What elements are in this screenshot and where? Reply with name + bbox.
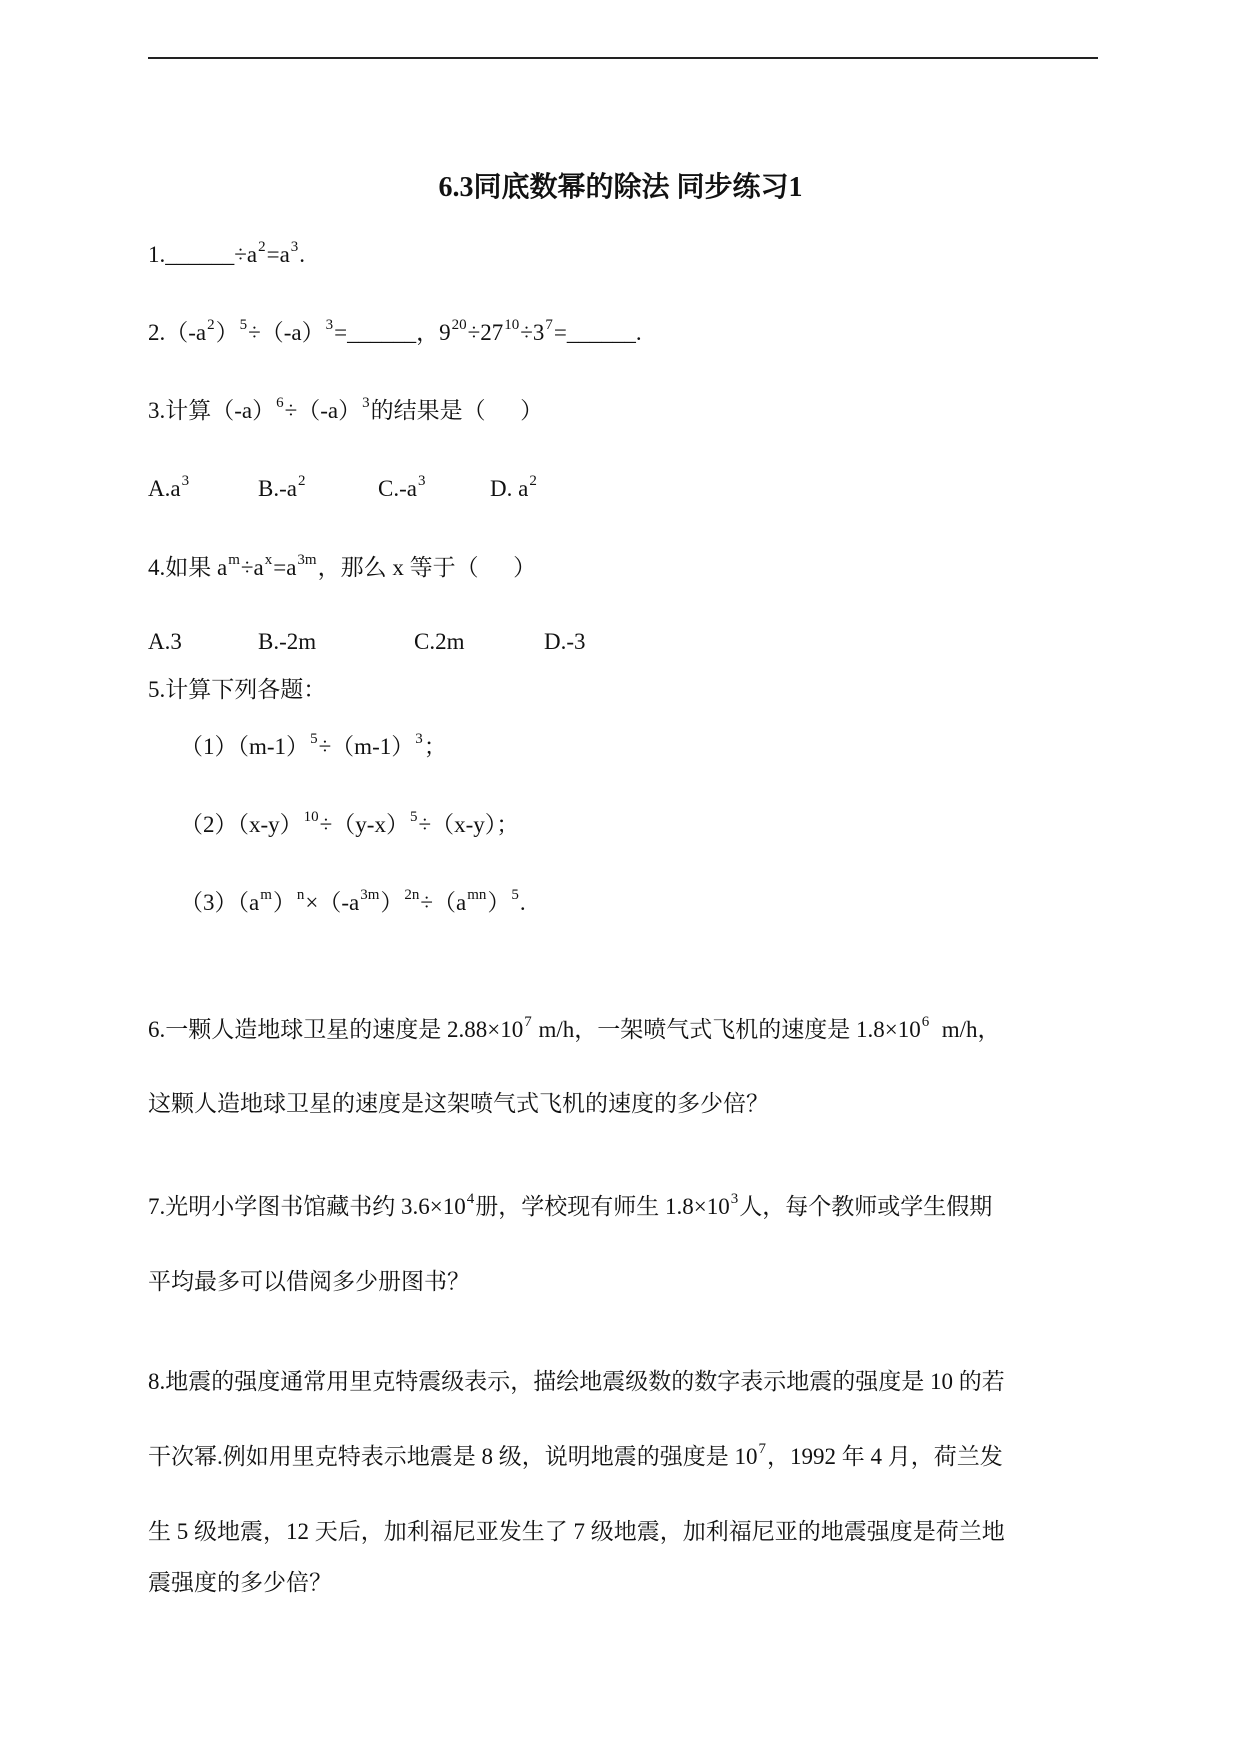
question-7-line-2: 平均最多可以借阅多少册图书？ (148, 1269, 470, 1294)
question-4: 4.如果 $a^m\div a^x=a^{3m}$，那么 x 等于（ ） (148, 552, 537, 580)
question-8-line-4: 震强度的多少倍？ (148, 1570, 332, 1595)
option-c: $C.-a^3$ (378, 473, 426, 501)
header-rule (148, 57, 1098, 59)
option-b: $B.-a^2$ (258, 473, 306, 501)
question-6-line-2: 这颗人造地球卫星的速度是这架喷气式飞机的速度的多少倍？ (148, 1091, 769, 1116)
question-5-part-1: $(1)(m-1)^5\div(m-1)^3$； (180, 731, 447, 759)
question-6-line-1: 6.一颗人造地球卫星的速度是 $2.88\times 10^7$ m/h，一架喷气式飞机的速度是 $1.8\times 10^6$ m/h， (148, 1014, 1001, 1042)
option-b: B.-2m (258, 629, 317, 654)
question-8-line-3: 生 5 级地震，12 天后，加利福尼亚发生了 7 级地震，加利福尼亚的地震强度是荷兰地 (148, 1519, 1005, 1544)
question-8-line-2: 干次幂.例如用里克特表示地震是 8 级，说明地震的强度是 $10^7$，1992 年 4 月，荷兰发 (148, 1441, 1003, 1469)
question-2: $2.(-a^2)^5\div(-a)^3=\_\_\_\_\_\_$，$9^{20}\div 27^{10}\div 3^7=\_\_\_\_\_\_$. (148, 317, 642, 345)
question-1: $1.\_\_\_\_\_\_\div a^2=a^3$. (148, 239, 306, 267)
question-7-line-1: 7.光明小学图书馆藏书约 $3.6\times 10^4$册，学校现有师生 $1.8\times 10^3$人，每个教师或学生假期 (148, 1191, 993, 1219)
question-4-options (148, 627, 586, 657)
option-d: D.-3 (544, 629, 586, 654)
option-a: A.3 (148, 629, 182, 654)
question-5-stem: 5.计算下列各题： (148, 677, 327, 702)
page-title: 6.3同底数幂的除法 同步练习1 (438, 172, 803, 203)
question-5-part-2: $(2)(x-y)^{10}\div(y-x)^5\div(x-y)$； (180, 809, 520, 837)
question-8-line-1: 8.地震的强度通常用里克特震级表示，描绘地震级数的数字表示地震的强度是 10 的若 (148, 1369, 1005, 1394)
question-3-options (148, 474, 538, 507)
option-c: C.2m (414, 629, 465, 654)
question-3: 3.计算$(-a)^6\div(-a)^3$的结果是（ ） (148, 395, 544, 423)
option-a: $A.a^3$ (148, 473, 190, 501)
option-d: D. $a^2$ (490, 473, 537, 501)
question-5-part-3: $(3)(a^m)^n\times(-a^{3m})^{2n}\div(a^{mn})^5$. (180, 887, 526, 915)
